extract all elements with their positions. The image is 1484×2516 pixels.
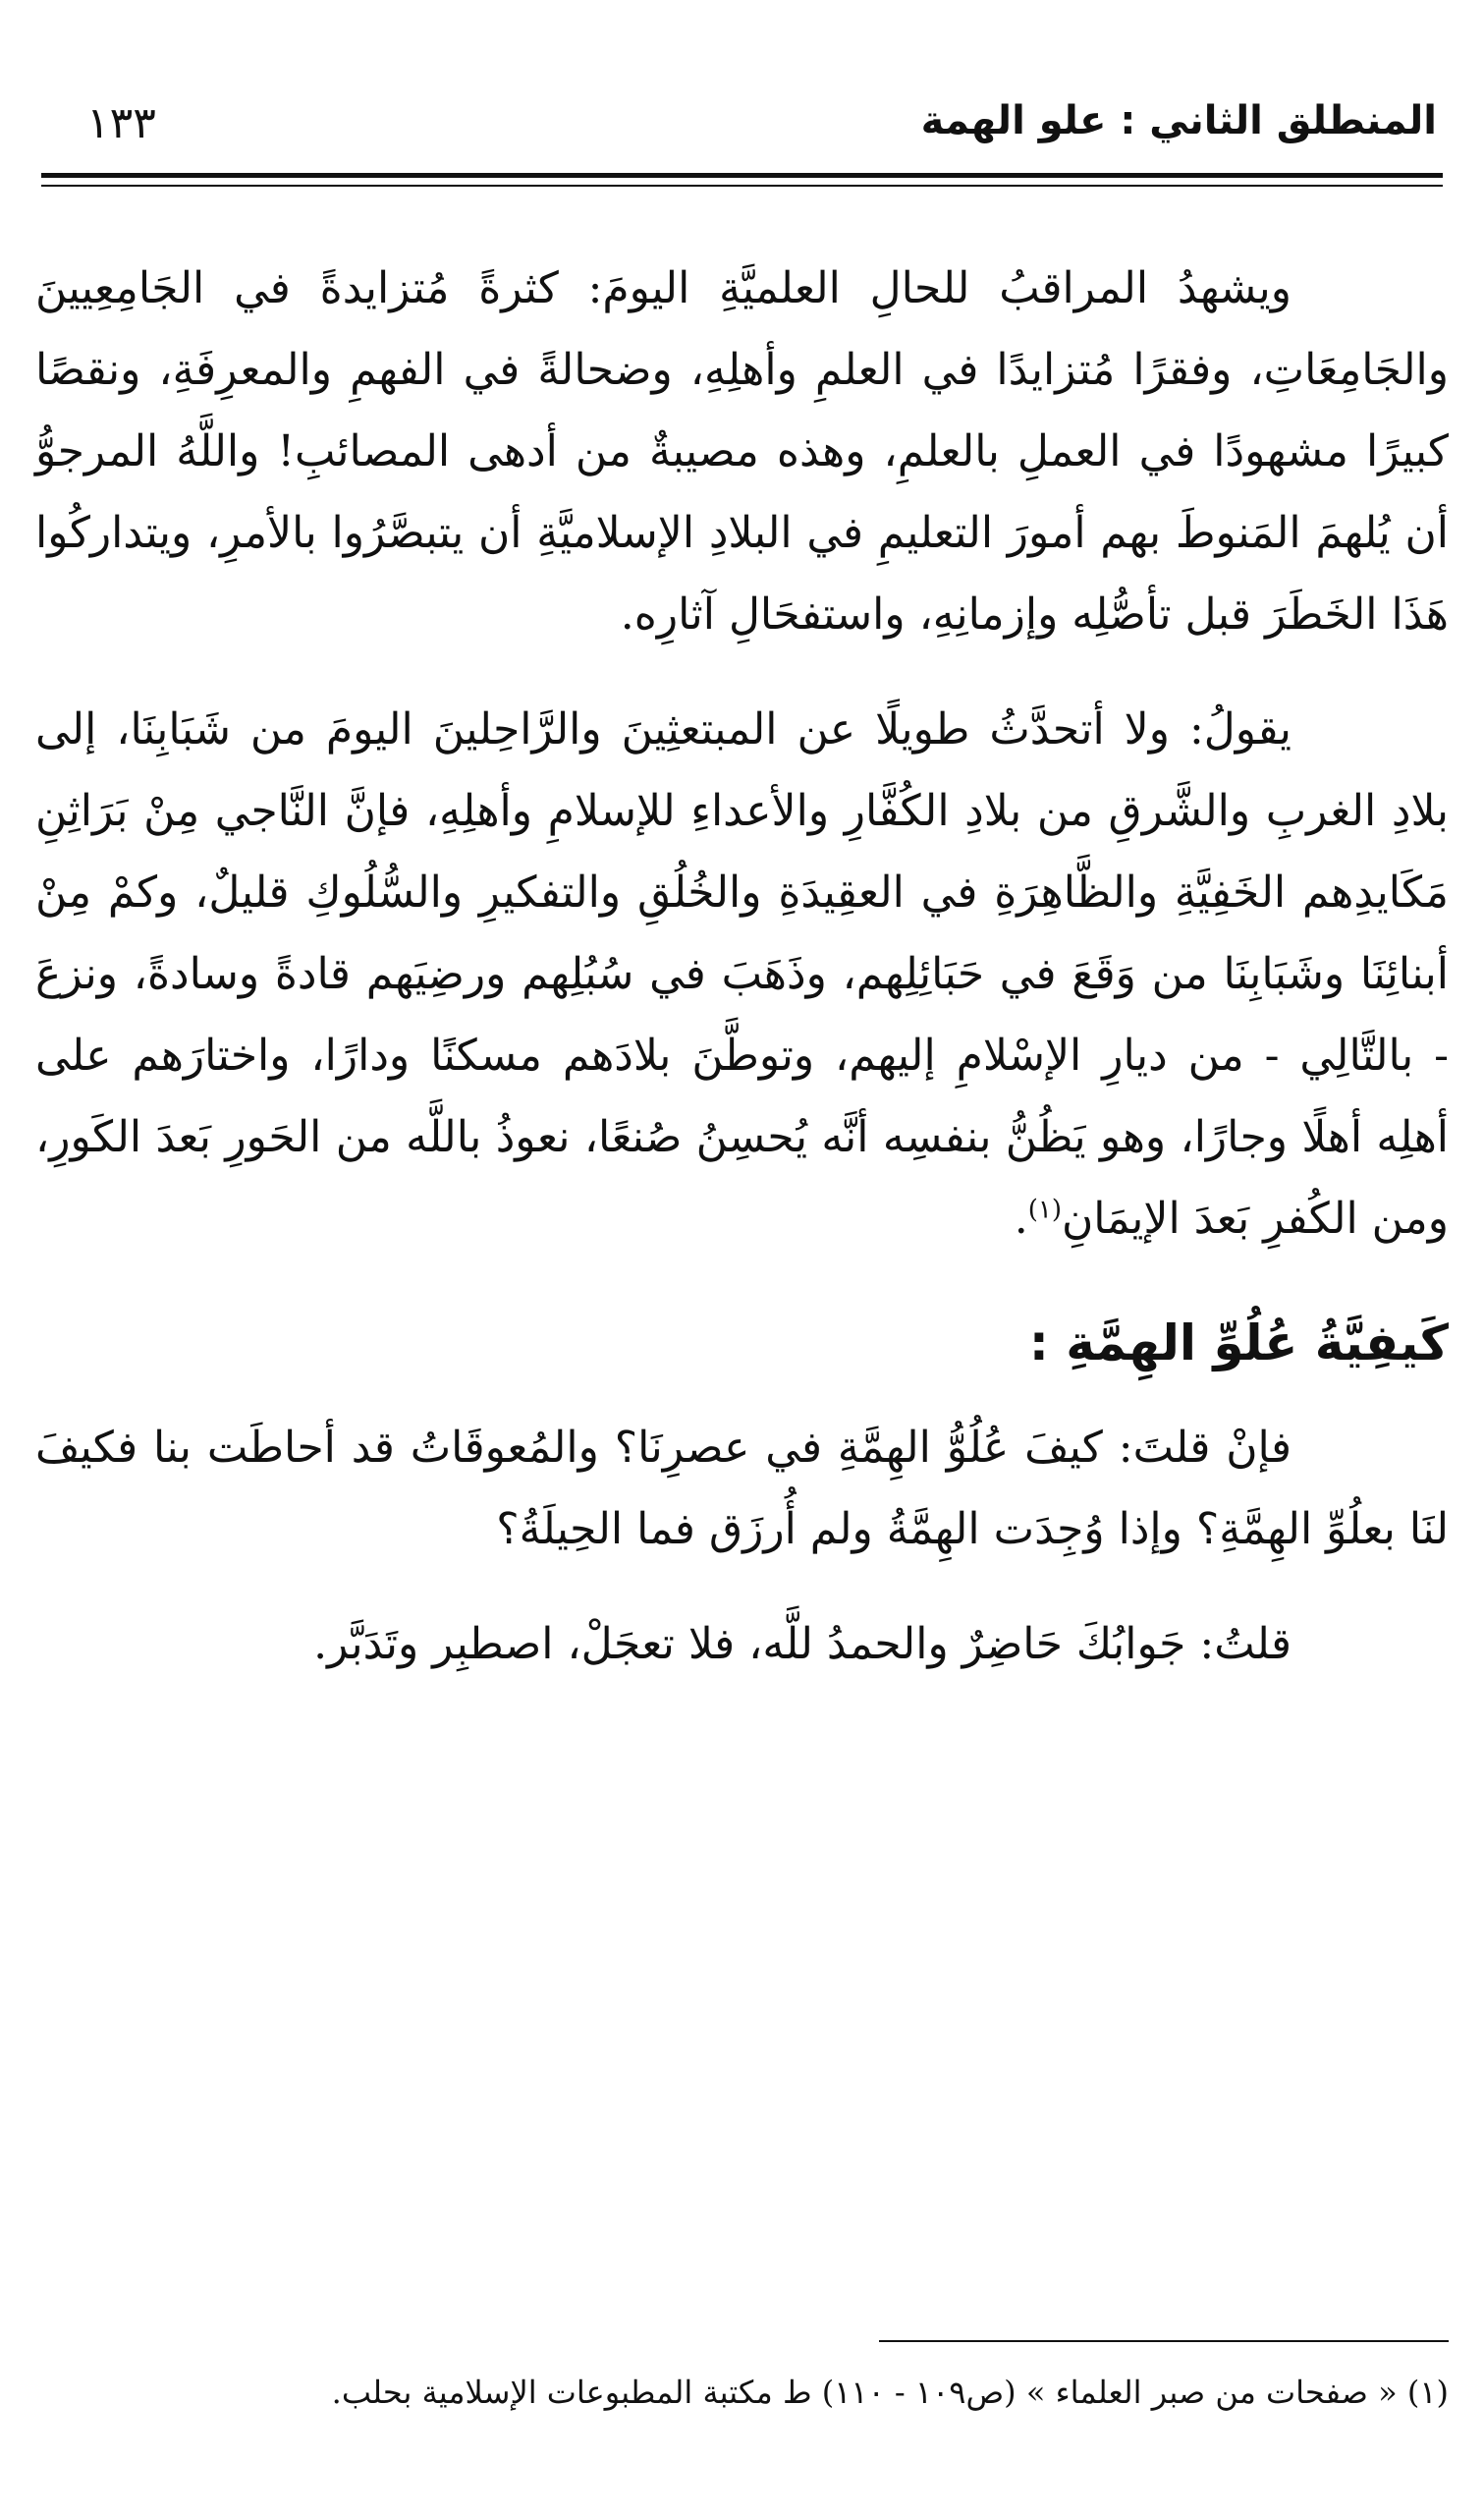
paragraph-2: [35, 689, 1449, 1259]
paragraph-2-ending: .: [1014, 1194, 1028, 1244]
running-title: المنطلق الثاني : علو الهمة: [920, 98, 1437, 143]
page-body: [35, 248, 1449, 1685]
running-head: [47, 98, 1437, 167]
paragraph-4: قلتُ: جَوابُكَ حَاضِرٌ والحمدُ للَّه، فلا تعجَلْ، اصطبِر وتَدَبَّر.: [313, 1619, 1292, 1669]
footnote-reference: (١): [1027, 1195, 1062, 1225]
paragraph-3: فإنْ قلتَ: كيفَ عُلُوُّ الهِمَّةِ في عصرِنَا؟ والمُعوقَاتُ قد أحاطَت بنا فكيفَ لنَا بعلُوِّ الهِمَّةِ؟ وإذا وُجِدَت الهِمَّةُ ولم أُرزَق فما الحِيلَةُ؟: [35, 1423, 1449, 1554]
header-rule-thin: [41, 185, 1443, 187]
paragraph-2-text: يقولُ: ولا أتحدَّثُ طويلًا عن المبتعثِينَ والرَّاحِلينَ اليومَ من شَبَابِنَا، إلى بلادِ الغربِ والشَّرقِ من بلادِ الكُفَّارِ والأعداءِ للإسلامِ وأهلِهِ، فإنَّ النَّاجي مِنْ بَرَاثِنِ مَكَايدِهم الخَفِيَّةِ والظَّاهِرَةِ في العقِيدَةِ والخُلُقِ والتفكيرِ والسُّلُوكِ قليلٌ، وكمْ مِنْ أبنائِنَا وشَبَابِنَا من وَقَعَ في حَبَائِلِهم، وذَهَبَ في سُبُلِهم ورضِيَهم قادةً وسادةً، ونزعَ - بالتَّالِي - من ديارِ الإسْلامِ إليهم، وتوطَّنَ بلادَهم مسكنًا ودارًا، واختارَهم على أهلِه أهلًا وجارًا، وهو يَظُنُّ بنفسِه أنَّه يُحسِنُ صُنعًا، نعوذُ باللَّه من الحَورِ بَعدَ الكَورِ، ومن الكُفرِ بَعدَ الإيمَانِ: [35, 704, 1449, 1244]
paragraph-1: ويشهدُ المراقبُ للحالِ العلميَّةِ اليومَ: كثرةً مُتزايدةً في الجَامِعِيينَ والجَامِعَاتِ، وفقرًا مُتزايدًا في العلمِ وأهلِهِ، وضحالةً في الفهمِ والمعرِفَةِ، ونقصًا كبيرًا مشهودًا في العملِ بالعلمِ، وهذه مصيبةٌ من أدهى المصائبِ! واللَّهُ المرجوُّ أن يُلهمَ المَنوطَ بهم أمورَ التعليمِ في البلادِ الإسلاميَّةِ أن يتبصَّرُوا بالأمرِ، ويتداركُوا هَذَا الخَطَرَ قبل تأصُّلِه وإزمانِهِ، واستفحَالِ آثارِه.: [35, 263, 1449, 640]
section-heading: كَيفِيَّةُ عُلُوِّ الهِمَّةِ :: [1028, 1314, 1449, 1371]
footnote: (١) « صفحات من صبر العلماء » (ص١٠٩ - ١١٠) ط مكتبة المطبوعات الإسلامية بحلب.: [331, 2374, 1449, 2411]
page-number: ١٣٣: [86, 98, 156, 148]
footnote-rule: [879, 2340, 1449, 2342]
header-rule-thick: [41, 173, 1443, 178]
